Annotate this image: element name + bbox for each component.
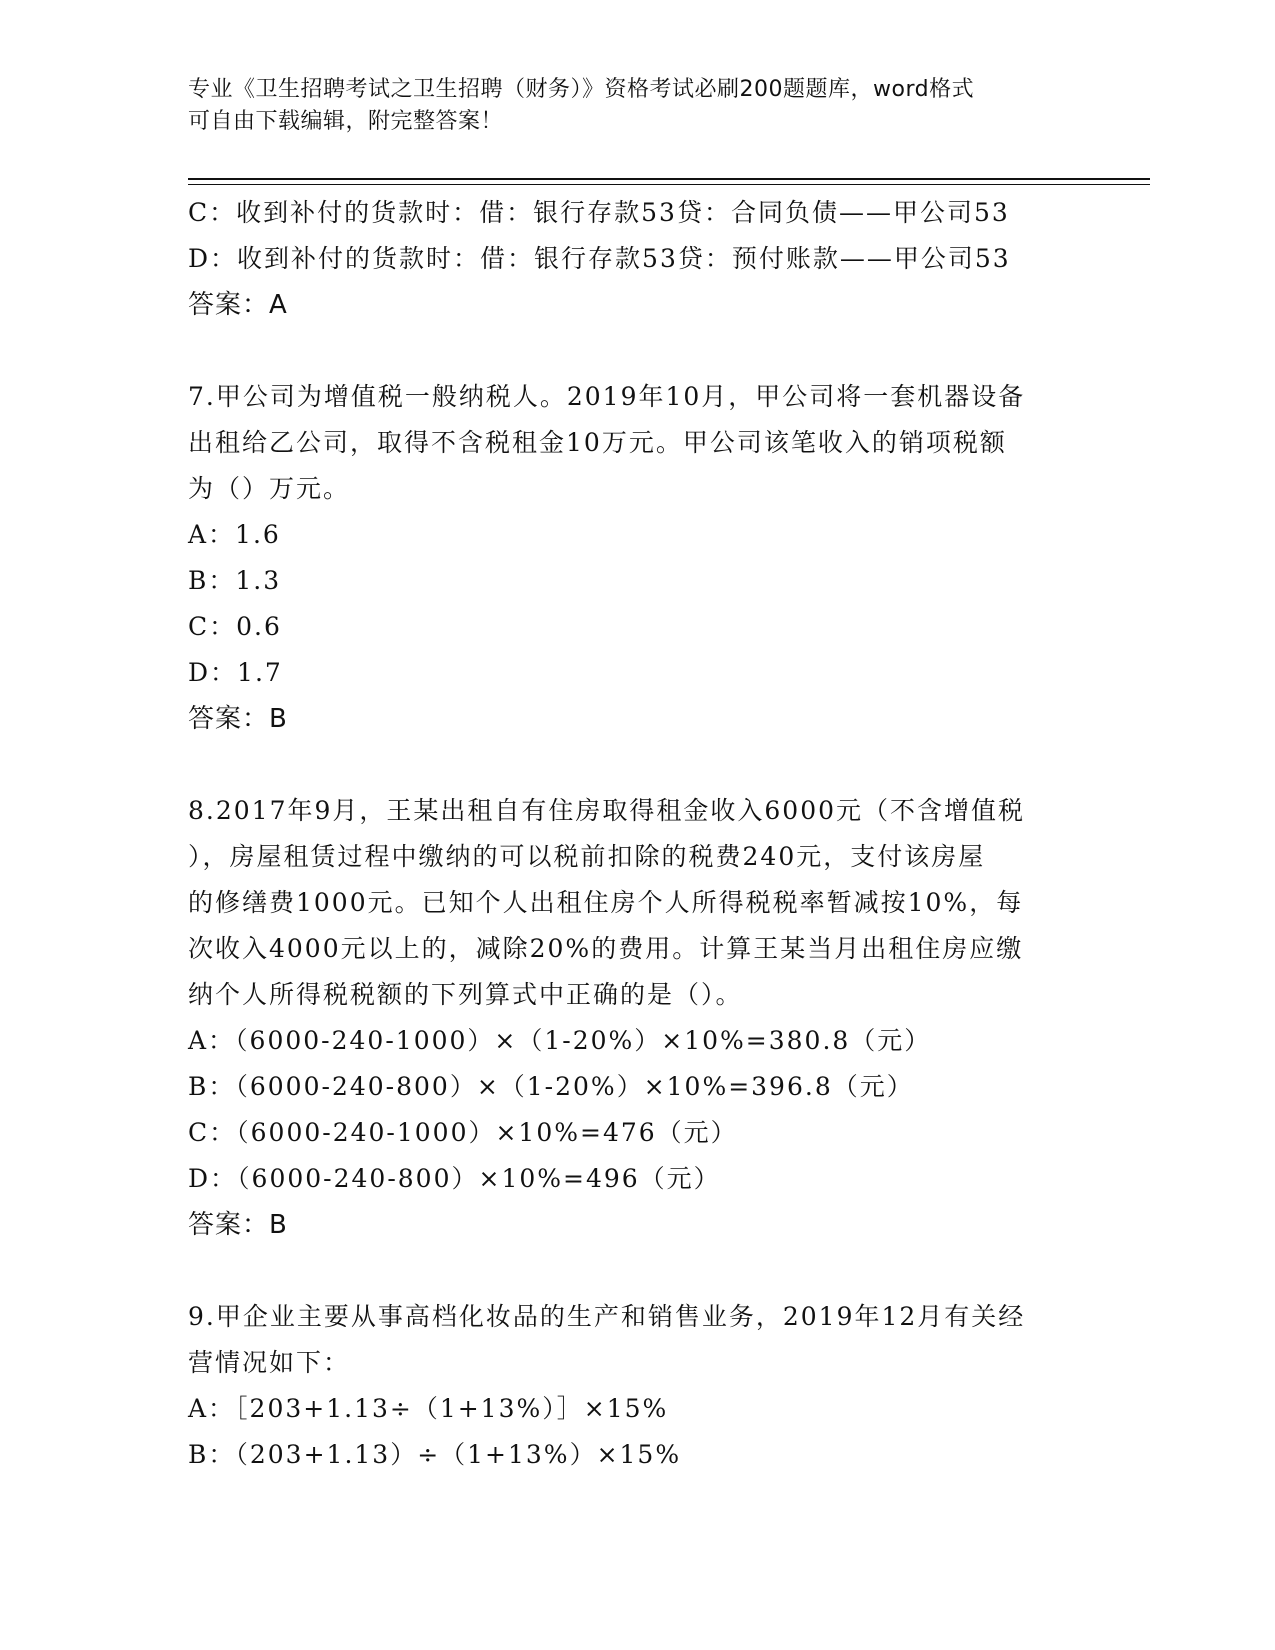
question-9 — [188, 1294, 1088, 1478]
option-d: D：（6000-240-800）×10%=496（元） — [188, 1164, 721, 1193]
question-text: 的修缮费1000元。已知个人出租住房个人所得税税率暂减按10%，每 — [188, 888, 1024, 917]
question-8 — [188, 788, 1088, 1248]
header-line-1: 专业《卫生招聘考试之卫生招聘（财务）》资格考试必刷200题题库，word格式 — [188, 77, 975, 102]
header-line-2: 可自由下载编辑，附完整答案！ — [188, 109, 504, 134]
option-a: A：（6000-240-1000）×（1-20%）×10%=380.8（元） — [188, 1026, 932, 1055]
option-c: C：收到补付的货款时：借：银行存款53贷：合同负债——甲公司53 — [188, 198, 1010, 227]
option-a: A：［203+1.13÷（1+13%）］×15% — [188, 1394, 669, 1423]
answer: 答案：B — [188, 1210, 288, 1240]
question-text: 9.甲企业主要从事高档化妆品的生产和销售业务，2019年12月有关经 — [188, 1302, 1026, 1331]
question-text: 为（）万元。 — [188, 474, 351, 503]
answer: 答案：B — [188, 704, 288, 734]
question-6-tail — [188, 190, 1088, 328]
question-text: 纳个人所得税税额的下列算式中正确的是（）。 — [188, 980, 743, 1009]
spacer — [188, 742, 1088, 788]
question-text: 7.甲公司为增值税一般纳税人。2019年10月，甲公司将一套机器设备 — [188, 382, 1026, 411]
spacer — [188, 328, 1088, 374]
option-a: A：1.6 — [188, 520, 281, 549]
question-text: 次收入4000元以上的，减除20%的费用。计算王某当月出租住房应缴 — [188, 934, 1024, 963]
option-d: D：收到补付的货款时：借：银行存款53贷：预付账款——甲公司53 — [188, 244, 1011, 273]
question-text: 营情况如下： — [188, 1348, 351, 1377]
question-text: 出租给乙公司，取得不含税租金10万元。甲公司该笔收入的销项税额 — [188, 428, 1007, 457]
question-7 — [188, 374, 1088, 742]
option-c: C：（6000-240-1000）×10%=476（元） — [188, 1118, 738, 1147]
header-divider-thin — [188, 184, 1150, 185]
header-divider-thick — [188, 178, 1150, 180]
spacer — [188, 1248, 1088, 1294]
option-b: B：1.3 — [188, 566, 282, 595]
question-text: ），房屋租赁过程中缴纳的可以税前扣除的税费240元，支付该房屋 — [188, 842, 986, 871]
question-content — [188, 190, 1088, 1478]
answer: 答案：A — [188, 290, 288, 320]
option-b: B：（6000-240-800）×（1-20%）×10%=396.8（元） — [188, 1072, 914, 1101]
option-b: B：（203+1.13）÷（1+13%）×15% — [188, 1440, 682, 1469]
question-text: 8.2017年9月，王某出租自有住房取得租金收入6000元（不含增值税 — [188, 796, 1026, 825]
option-d: D：1.7 — [188, 658, 283, 687]
option-c: C：0.6 — [188, 612, 282, 641]
document-header — [188, 74, 1088, 138]
